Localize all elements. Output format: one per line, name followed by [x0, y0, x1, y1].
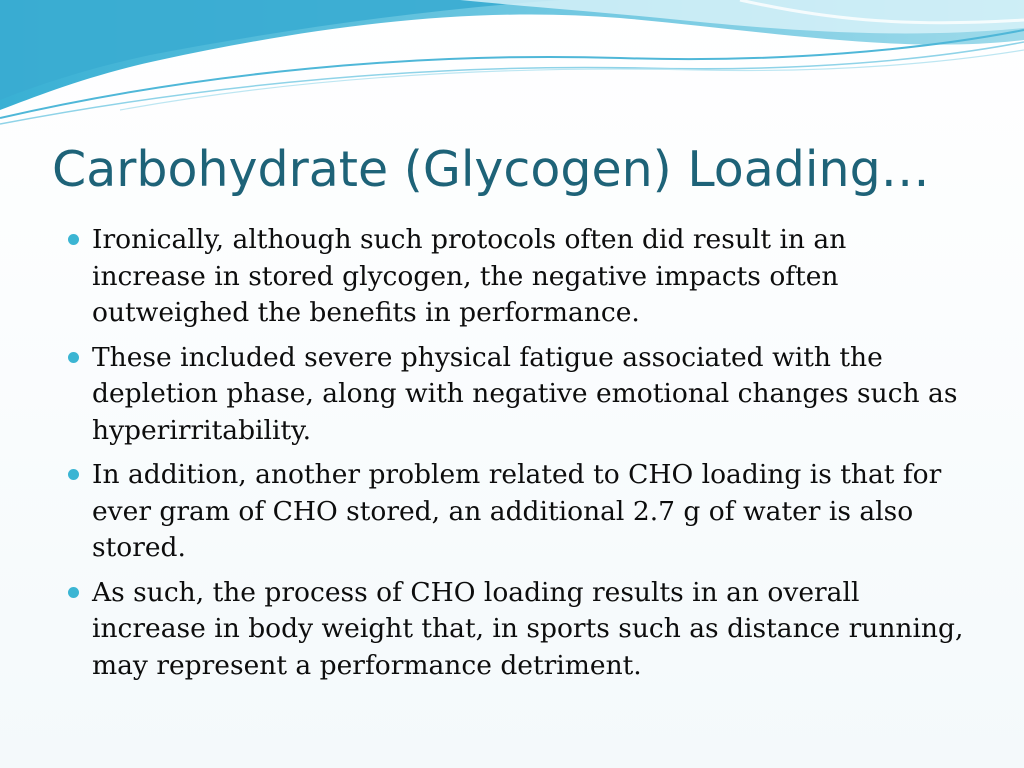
- bullet-text: In addition, another problem related to CHO loading is that for ever gram of CHO stored, an additional 2.7 g of water is also stored.: [92, 459, 942, 563]
- bullet-dot-icon: [68, 234, 79, 245]
- bullet-dot-icon: [68, 587, 79, 598]
- header-wave-decoration: [0, 0, 1024, 130]
- bullet-item: [64, 575, 964, 685]
- bullet-item: [64, 340, 964, 450]
- bullet-item: [64, 222, 964, 332]
- bullet-text: Ironically, although such protocols often did result in an increase in stored glycogen, the negative impacts often outweighed the benefits in performance.: [92, 224, 847, 328]
- bullet-text: As such, the process of CHO loading results in an overall increase in body weight that, in sports such as distance running, may represent a performance detriment.: [92, 576, 964, 681]
- bullet-dot-icon: [68, 352, 79, 363]
- bullet-text: These included severe physical fatigue associated with the depletion phase, along with negative emotional changes such as hyperirritability.: [92, 341, 958, 446]
- bullet-list: [64, 222, 964, 692]
- slide-title: Carbohydrate (Glycogen) Loading…: [52, 141, 930, 198]
- bullet-dot-icon: [68, 469, 79, 480]
- bullet-item: [64, 457, 964, 567]
